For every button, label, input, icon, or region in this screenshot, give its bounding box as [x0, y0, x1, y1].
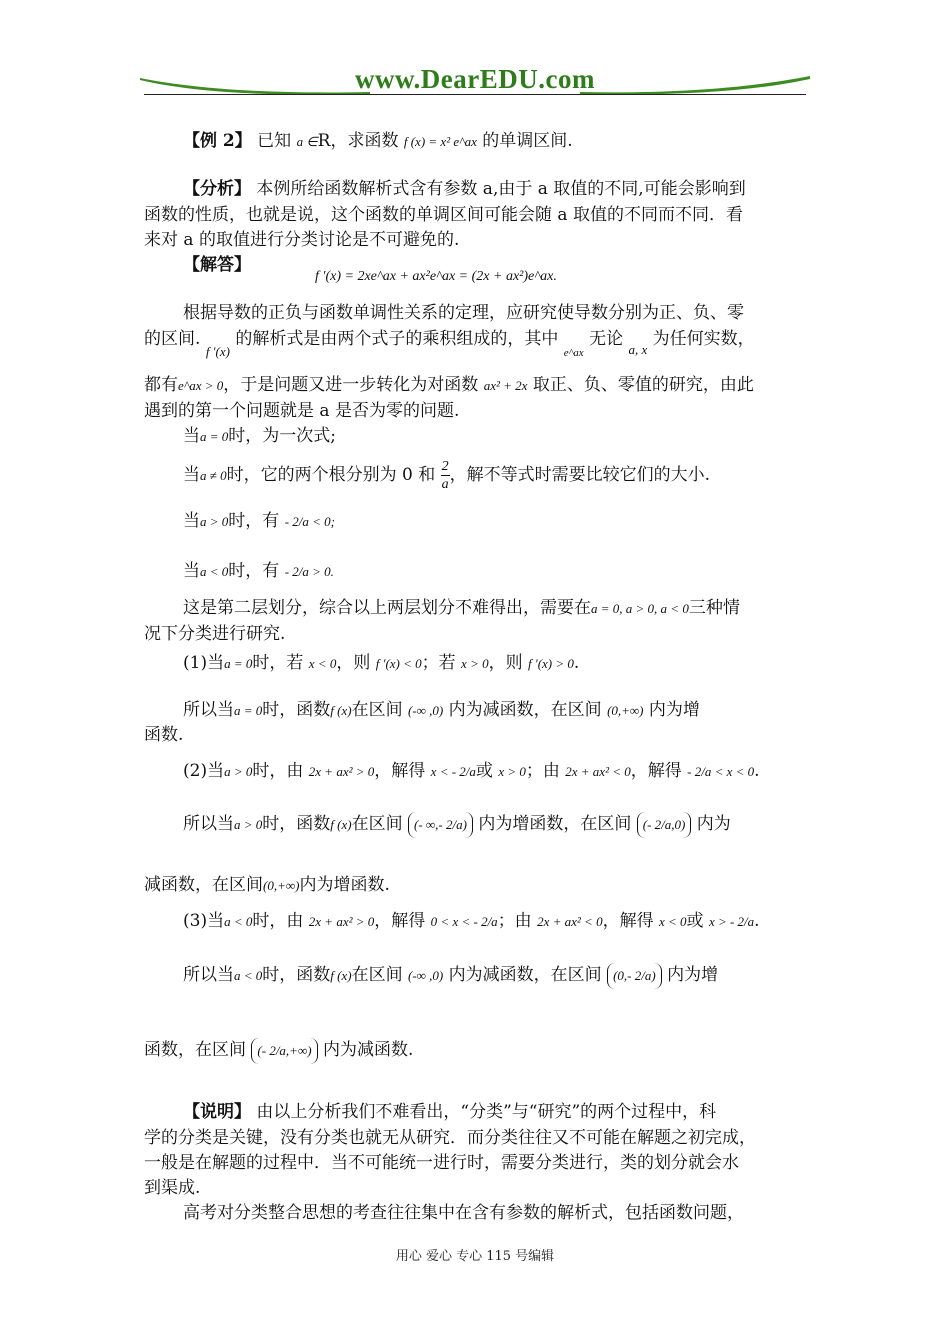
part3-math: x > - 2/a	[708, 914, 755, 929]
analysis-label: 【分析】	[183, 179, 251, 199]
example-condition: a ∈	[296, 134, 318, 149]
header-rule	[144, 94, 806, 95]
part1-text: 时，函数	[262, 700, 331, 720]
example-text-1: 已知	[257, 131, 292, 151]
part3-text: 在区间	[351, 965, 403, 985]
case-a-nonzero	[183, 458, 710, 493]
para1-line-1: 根据导数的正负与函数单调性关系的定理，应研究使导数分别为正、负、零	[183, 303, 744, 323]
part2-text: ；由	[525, 761, 560, 781]
part2-math: x < - 2/a	[430, 764, 476, 779]
case-condition: a = 0	[200, 429, 229, 444]
page-footer: 用心 爱心 专心 115 号编辑	[395, 1249, 555, 1264]
part1-math: x < 0	[308, 656, 337, 671]
layer-text: 三种情	[688, 598, 740, 618]
analysis-line-3: 来对 a 的取值进行分类讨论是不可避免的.	[144, 230, 460, 250]
case-text: 时，它的两个根分别为 0 和	[226, 465, 436, 485]
part1-text: 内为增	[648, 700, 700, 720]
para1-text-f: ，于是问题又进一步转化为对函数	[223, 375, 479, 395]
layer-conditions: a = 0, a > 0, a < 0	[591, 601, 689, 616]
part1-math: (-∞ ,0)	[407, 703, 444, 718]
solution-derivative-formula: f ′(x) = 2xe^ax + ax²e^ax = (2x + ax²)e^ax.	[315, 269, 557, 284]
part3-conclusion	[183, 962, 718, 989]
part2-math: 2x + ax² < 0	[565, 764, 631, 779]
case-text: ，解不等式时需要比较它们的大小.	[449, 465, 711, 485]
site-header	[140, 62, 810, 102]
part2-math: a > 0	[224, 764, 253, 779]
case-text: 当	[183, 561, 200, 581]
para1-line-2	[144, 326, 755, 359]
part2-math: 2x + ax² > 0	[308, 764, 375, 779]
fraction-neg-2-over-a: $\frac{2}{a}$	[441, 459, 449, 492]
para1-text-e: 都有	[144, 375, 178, 395]
case-text: 时，有	[228, 511, 280, 531]
part1-math: f ′(x) < 0	[375, 656, 422, 671]
example-label: 【例 2】	[183, 131, 252, 151]
site-logo: www.DearEDU.com	[355, 64, 595, 94]
part2-text: .	[754, 761, 760, 781]
part2-text: 减函数，在区间	[144, 875, 263, 895]
note-label: 【说明】	[183, 1102, 251, 1122]
part2-conclusion-2	[144, 872, 390, 899]
part2-math: f (x)	[330, 817, 352, 832]
part3-math: a < 0	[234, 968, 263, 983]
case-text: 当	[183, 465, 200, 485]
part1-math: f ′(x) > 0	[528, 656, 574, 671]
note-line-2: 学的分类是关键，没有分类也就无从研究．而分类往往又不可能在解题之初完成，	[144, 1128, 756, 1148]
part2-math: (0,+∞)	[263, 878, 300, 893]
layer-text: 这是第二层划分，综合以上两层划分不难得出，需要在	[183, 598, 591, 618]
part3-math: 2x + ax² > 0	[308, 914, 375, 929]
example-line	[183, 128, 573, 155]
part2-line	[183, 758, 760, 785]
interval-neg-2-over-a-to-0: (- 2/a,0)	[637, 812, 692, 838]
part2-text: 内为	[696, 814, 731, 834]
part3-text: 内为减函数，在区间	[448, 965, 602, 985]
part3-math: x < 0	[658, 914, 687, 929]
case-a-negative	[183, 558, 334, 585]
note-line-3: 一般是在解题的过程中．当不可能统一进行时，需要分类进行，类的划分就会水	[144, 1153, 739, 1173]
para1-exp-positive: e^ax > 0	[178, 378, 224, 393]
part3-math: a < 0	[224, 914, 253, 929]
part2-text: 内为增函数.	[299, 875, 390, 895]
case-text: 当	[183, 511, 200, 531]
para1-line-4: 遇到的第一个问题就是 a 是否为零的问题.	[144, 401, 460, 421]
part1-text: .	[573, 653, 580, 673]
part1-line	[183, 650, 579, 677]
part3-text: ，解得	[602, 911, 654, 931]
para1-exp: e^ax	[563, 347, 584, 359]
part3-conclusion-2	[144, 1037, 413, 1064]
part1-math: f (x)	[330, 703, 352, 718]
part3-math: 2x + ax² < 0	[537, 914, 603, 929]
note-line-1	[183, 1099, 716, 1125]
part3-math: f (x)	[330, 968, 352, 983]
case-result: - 2/a < 0;	[284, 514, 335, 529]
part1-text: 内为减函数，在区间	[448, 700, 602, 720]
part1-conclusion	[183, 697, 700, 724]
solution-label: 【解答】	[183, 255, 251, 275]
part3-text: 或	[686, 911, 704, 931]
part2-math: x > 0	[498, 764, 526, 779]
part2-text: ，解得	[374, 761, 426, 781]
case-condition: a < 0	[200, 564, 229, 579]
para1-text-a: 的区间.	[144, 329, 201, 349]
note-line-4: 到渠成.	[144, 1178, 201, 1198]
part3-text: 内为增	[667, 965, 719, 985]
part3-math: 0 < x < - 2/a	[430, 914, 498, 929]
part2-math: a > 0	[234, 817, 263, 832]
para1-text-d: 为任何实数，	[652, 329, 755, 349]
example-text-3: 的单调区间.	[482, 131, 573, 151]
case-condition: a ≠ 0	[200, 468, 227, 483]
part2-math: - 2/a < x < 0	[687, 764, 755, 779]
case-text: 时，为一次式;	[228, 426, 337, 446]
part1-math: a = 0	[234, 703, 263, 718]
part1-text: (1)当	[183, 653, 225, 673]
interval-0-to-neg-2-over-a: (0,- 2/a)	[607, 963, 662, 989]
para1-text-c: 无论	[589, 329, 624, 349]
case-a-positive	[183, 508, 335, 535]
para1-text-g: 取正、负、零值的研究，由此	[532, 375, 754, 395]
part3-text: (3)当	[183, 911, 225, 931]
layer-line-1	[183, 595, 740, 622]
para1-text-b: 的解析式是由两个式子的乘积组成的，其中	[235, 329, 559, 349]
analysis-line-1	[183, 176, 746, 202]
para1-quadratic: ax² + 2x	[483, 378, 528, 393]
example-function: f (x) = x² e^ax	[403, 134, 477, 149]
para1-vars: a, x	[628, 342, 648, 357]
part3-text: ；由	[497, 911, 532, 931]
part1-text: 所以当	[183, 700, 234, 720]
part3-text: 内为减函数.	[322, 1040, 414, 1060]
part1-text: ；若	[421, 653, 456, 673]
part2-text: ，解得	[630, 761, 682, 781]
case-text: 当	[183, 426, 200, 446]
part3-text: 时，函数	[262, 965, 331, 985]
case-result: - 2/a > 0.	[284, 564, 334, 579]
analysis-text-1: 本例所给函数解析式含有参数 a,由于 a 取值的不同,可能会影响到	[256, 179, 746, 199]
note-line-5: 高考对分类整合思想的考查往往集中在含有参数的解析式，包括函数问题，	[183, 1203, 744, 1223]
part1-text: 在区间	[351, 700, 403, 720]
analysis-line-2: 函数的性质，也就是说，这个函数的单调区间可能会随 a 取值的不同而不同．看	[144, 205, 743, 225]
part3-text: 函数，在区间	[144, 1040, 246, 1060]
case-condition: a > 0	[200, 514, 229, 529]
part2-text: 在区间	[351, 814, 403, 834]
part3-text: .	[754, 911, 760, 931]
part1-math: (0,+∞)	[607, 703, 644, 718]
case-text: 时，有	[228, 561, 280, 581]
layer-line-2: 况下分类进行研究.	[144, 624, 286, 644]
part2-text: 时，函数	[262, 814, 331, 834]
para1-derivative: f ′(x)	[205, 344, 230, 359]
part1-text: ，则	[488, 653, 523, 673]
part2-text: 所以当	[183, 814, 234, 834]
interval-neg-inf-to-neg-2-over-a: (- ∞,- 2/a)	[408, 812, 473, 838]
part3-line	[183, 908, 760, 935]
part2-text: (2)当	[183, 761, 225, 781]
part3-text: 时，由	[252, 911, 304, 931]
part3-text: 所以当	[183, 965, 234, 985]
note-text: 由以上分析我们不难看出，“分类”与“研究”的两个过程中，科	[256, 1102, 717, 1122]
case-a-zero	[183, 423, 336, 450]
part1-text: ，则	[336, 653, 371, 673]
part1-text: 时，若	[252, 653, 304, 673]
interval-neg-2-over-a-to-inf: (- 2/a,+∞)	[251, 1038, 317, 1064]
part1-conclusion-2: 函数.	[144, 725, 184, 745]
part2-text: 内为增函数，在区间	[478, 814, 632, 834]
example-text-2: R，求函数	[317, 131, 399, 151]
part3-text: ，解得	[374, 911, 426, 931]
part2-conclusion	[183, 811, 731, 838]
part1-math: x > 0	[461, 656, 489, 671]
part3-math: (-∞ ,0)	[407, 968, 444, 983]
part1-math: a = 0	[224, 656, 253, 671]
para1-line-3	[144, 372, 754, 399]
part2-text: 或	[475, 761, 493, 781]
part2-text: 时，由	[252, 761, 304, 781]
